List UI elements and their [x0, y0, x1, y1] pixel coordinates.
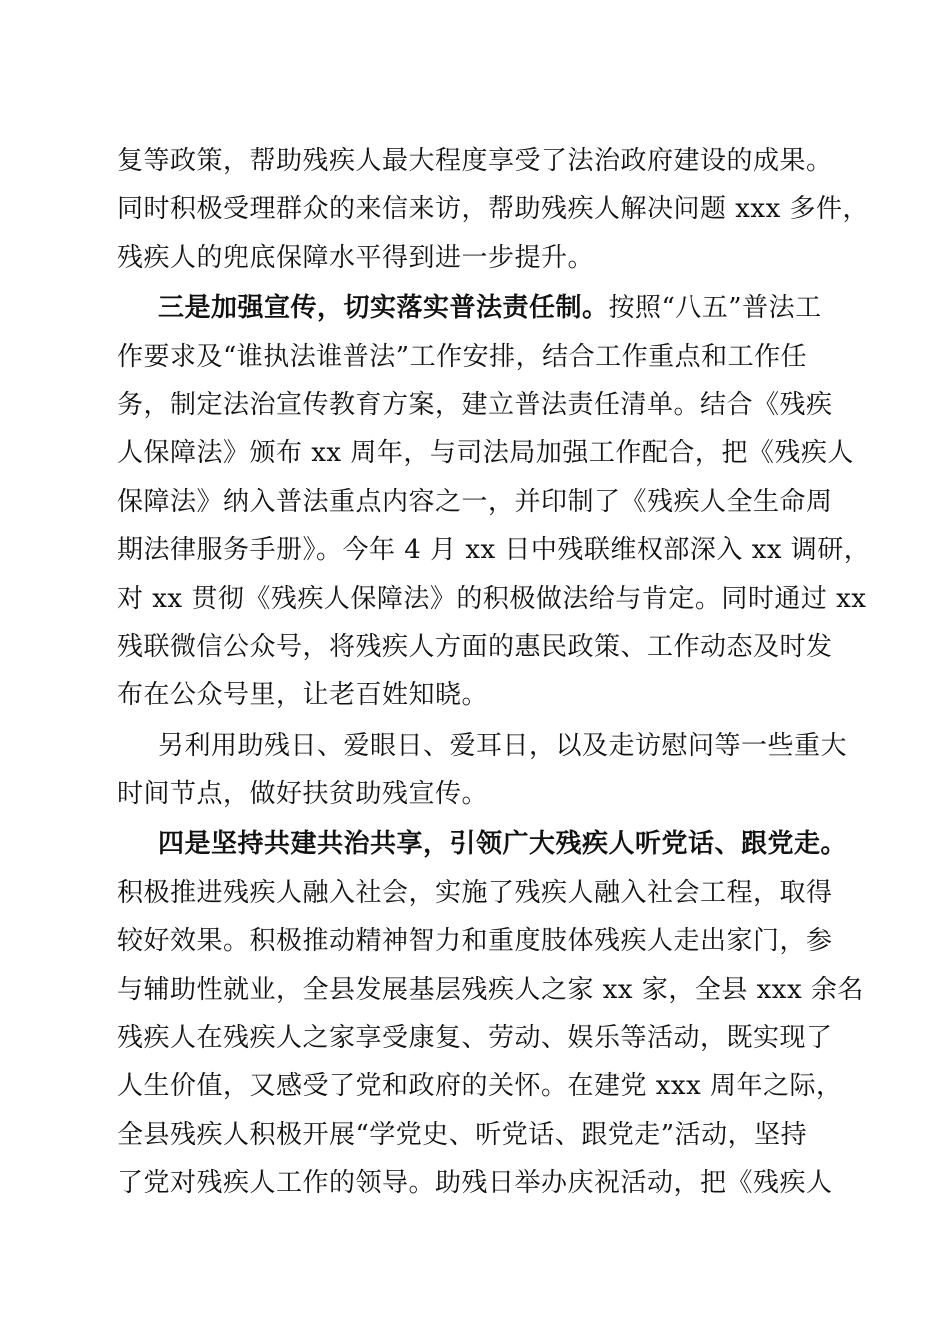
text-line: 较好效果。积极推动精神智力和重度肢体残疾人走出家门，参 [117, 926, 833, 957]
text-line: 复等政策，帮助残疾人最大程度享受了法治政府建设的成果。 [117, 146, 833, 176]
document-body [117, 137, 871, 1208]
text-line: 了党对残疾人工作的领导。助残日举办庆祝活动，把《残疾人 [117, 1168, 833, 1199]
text-run: 按照“八五”普法工 [608, 293, 822, 324]
text-line: 务，制定法治宣传教育方案，建立普法责任清单。结合《残疾 [117, 389, 833, 420]
text-line: 另利用助残日、爱眼日、爱耳日，以及走访慰问等一些重大 [158, 730, 848, 761]
text-line: 残联微信公众号，将残疾人方面的惠民政策、工作动态及时发 [117, 631, 833, 662]
text-line: 时间节点，做好扶贫助残宣传。 [117, 779, 489, 810]
paragraph [117, 820, 864, 1207]
text-line: 积极推进残疾人融入社会，实施了残疾人融入社会工程，取得 [117, 877, 833, 908]
paragraph [117, 284, 871, 720]
text-line: 残疾人在残疾人之家享受康复、劳动、娱乐等活动，既实现了 [117, 1023, 833, 1054]
text-line: 残疾人的兜底保障水平得到进一步提升。 [117, 242, 595, 273]
text-line: 人生价值，又感受了党和政府的关怀。在建党 xxx 周年之际， [117, 1071, 843, 1102]
text-line: 人保障法》颁布 xx 周年，与司法局加强工作配合，把《残疾人 [117, 438, 854, 469]
paragraph [117, 722, 848, 819]
text-line: 期法律服务手册》。今年 4 月 xx 日中残联维权部深入 xx 调研， [117, 535, 871, 566]
text-line: 与辅助性就业，全县发展基层残疾人之家 xx 家，全县 xxx 余名 [117, 974, 864, 1005]
text-line: 布在公众号里，让老百姓知晓。 [117, 680, 489, 711]
paragraph [117, 137, 870, 282]
text-line: 同时积极受理群众的来信来访，帮助残疾人解决问题 xxx 多件， [117, 194, 870, 225]
text-line: 保障法》纳入普法重点内容之一，并印制了《残疾人全生命周 [117, 486, 833, 517]
text-line: 对 xx 贯彻《残疾人保障法》的积极做法给与肯定。同时通过 xx [117, 583, 867, 614]
text-line [117, 284, 833, 332]
text-line: 作要求及“谁执法谁普法”工作安排，结合工作重点和工作任 [117, 341, 808, 372]
paragraph-heading: 三是加强宣传，切实落实普法责任制。 [158, 293, 609, 324]
paragraph-heading: 四是坚持共建共治共享，引领广大残疾人听党话、跟党走。 [158, 829, 848, 860]
text-line: 全县残疾人积极开展“学党史、听党话、跟党走”活动，坚持 [117, 1119, 808, 1150]
